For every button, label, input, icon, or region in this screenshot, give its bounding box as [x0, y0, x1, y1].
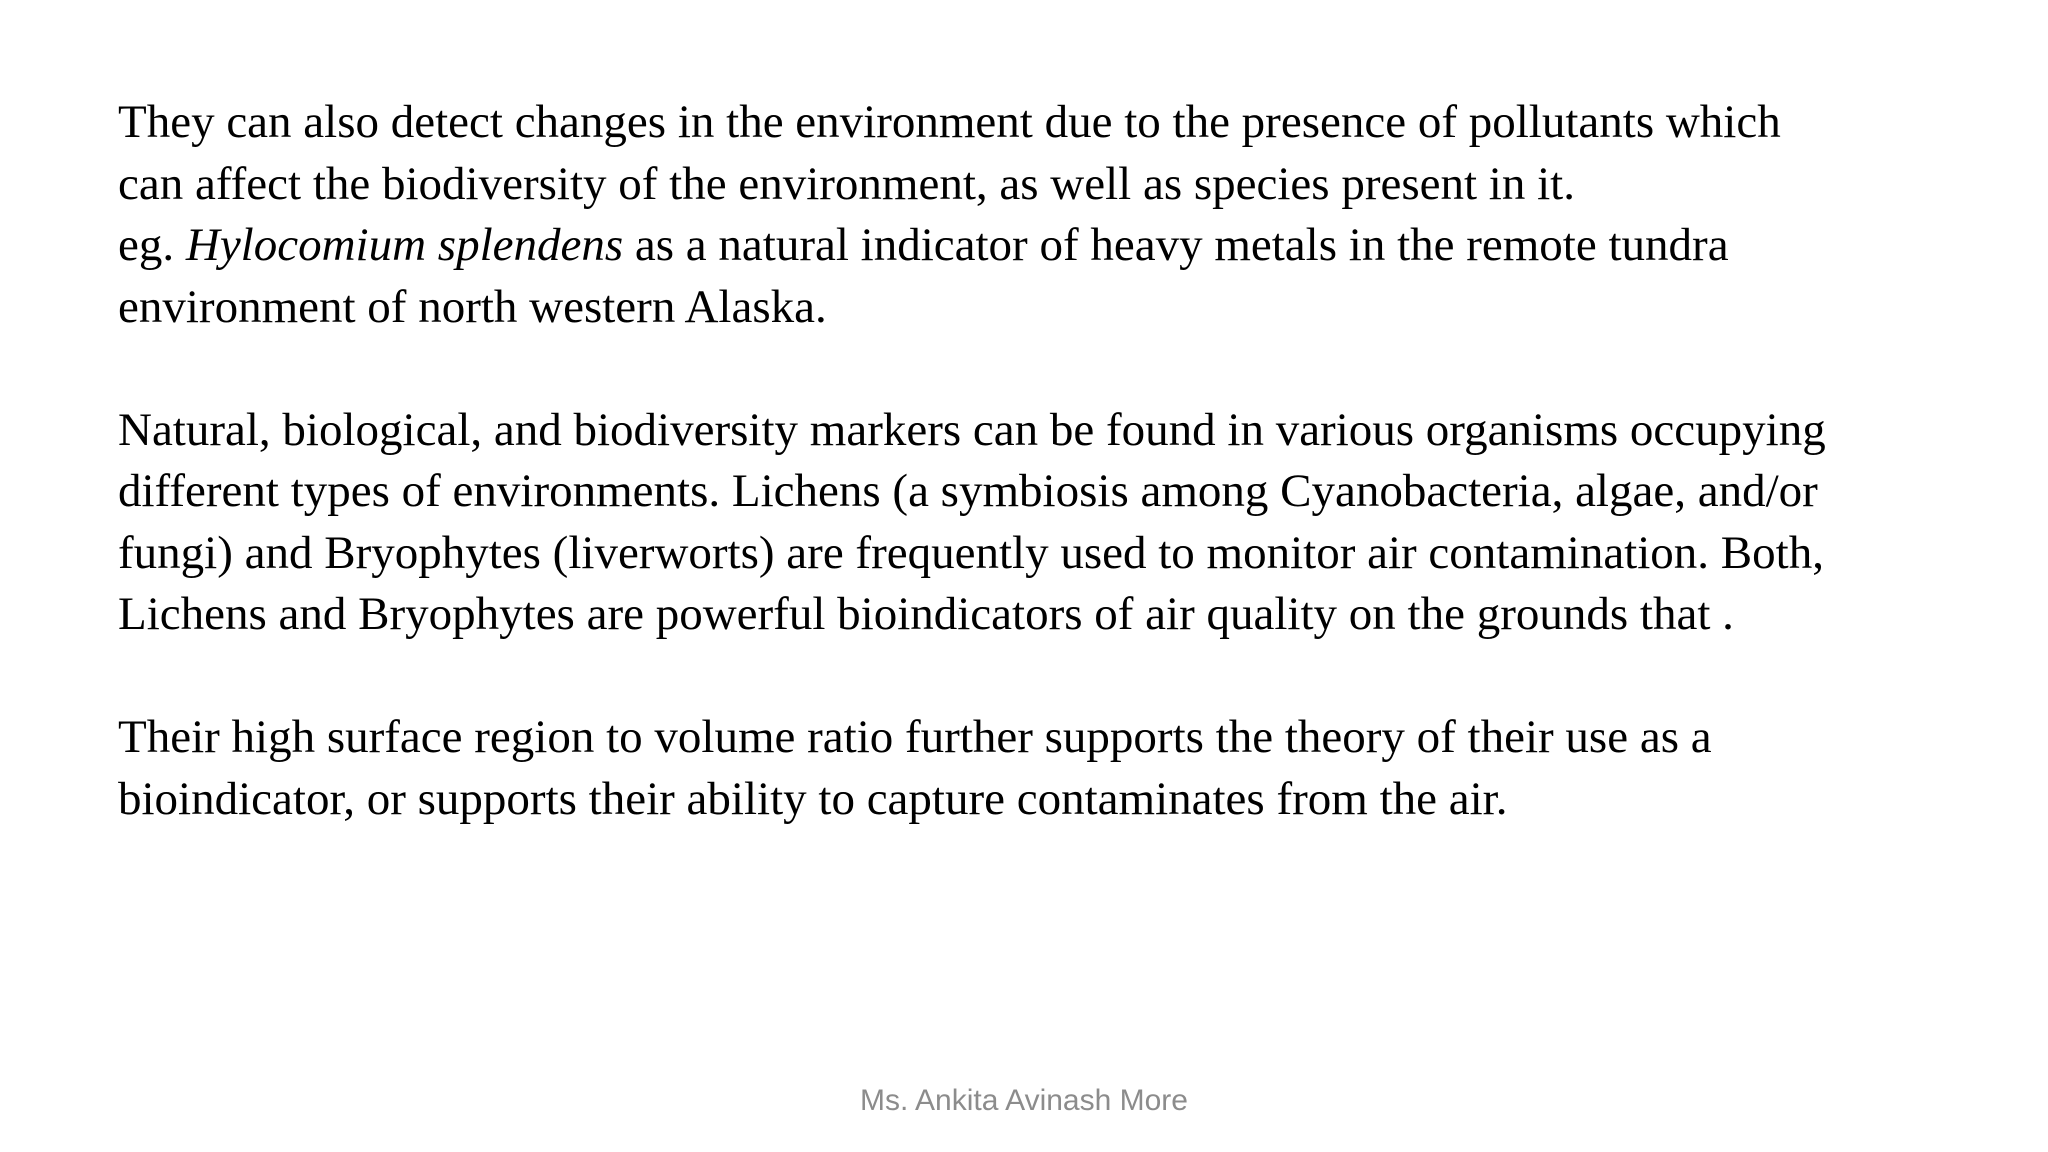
- text-line: can affect the biodiversity of the environment, as well as species present in it.: [118, 157, 1575, 210]
- text-line: environment of north western Alaska.: [118, 280, 827, 333]
- paragraph-spacer: [118, 646, 2018, 708]
- example-text: as a natural indicator of heavy metals in the remote tundra: [623, 219, 1729, 271]
- text-line: They can also detect changes in the environment due to the presence of pollutants which: [118, 96, 1781, 148]
- paragraph-pollutant-detection: [118, 92, 2018, 338]
- footer-author: Ms. Ankita Avinash More: [860, 1084, 1188, 1117]
- text-line: Natural, biological, and biodiversity markers can be found in various organisms occupying: [118, 403, 1826, 456]
- text-line: bioindicator, or supports their ability to capture contaminates from the air.: [118, 772, 1508, 825]
- text-line: Their high surface region to volume ratio further supports the theory of their use as a: [118, 711, 1712, 763]
- text-line: different types of environments. Lichens (a symbiosis among Cyanobacteria, algae, and/or: [118, 465, 1818, 517]
- paragraph-surface-ratio: [118, 707, 2018, 830]
- example-line: [118, 215, 2018, 277]
- text-line: Lichens and Bryophytes are powerful bioindicators of air quality on the grounds that .: [118, 588, 1734, 640]
- paragraph-spacer: [118, 338, 2018, 400]
- species-name: Hylocomium splendens: [185, 219, 624, 271]
- paragraph-biomarkers: [118, 400, 2018, 646]
- example-prefix: eg.: [118, 219, 186, 271]
- slide-body: [118, 92, 2018, 830]
- text-line: fungi) and Bryophytes (liverworts) are frequently used to monitor air contamination. Both,: [118, 526, 1824, 579]
